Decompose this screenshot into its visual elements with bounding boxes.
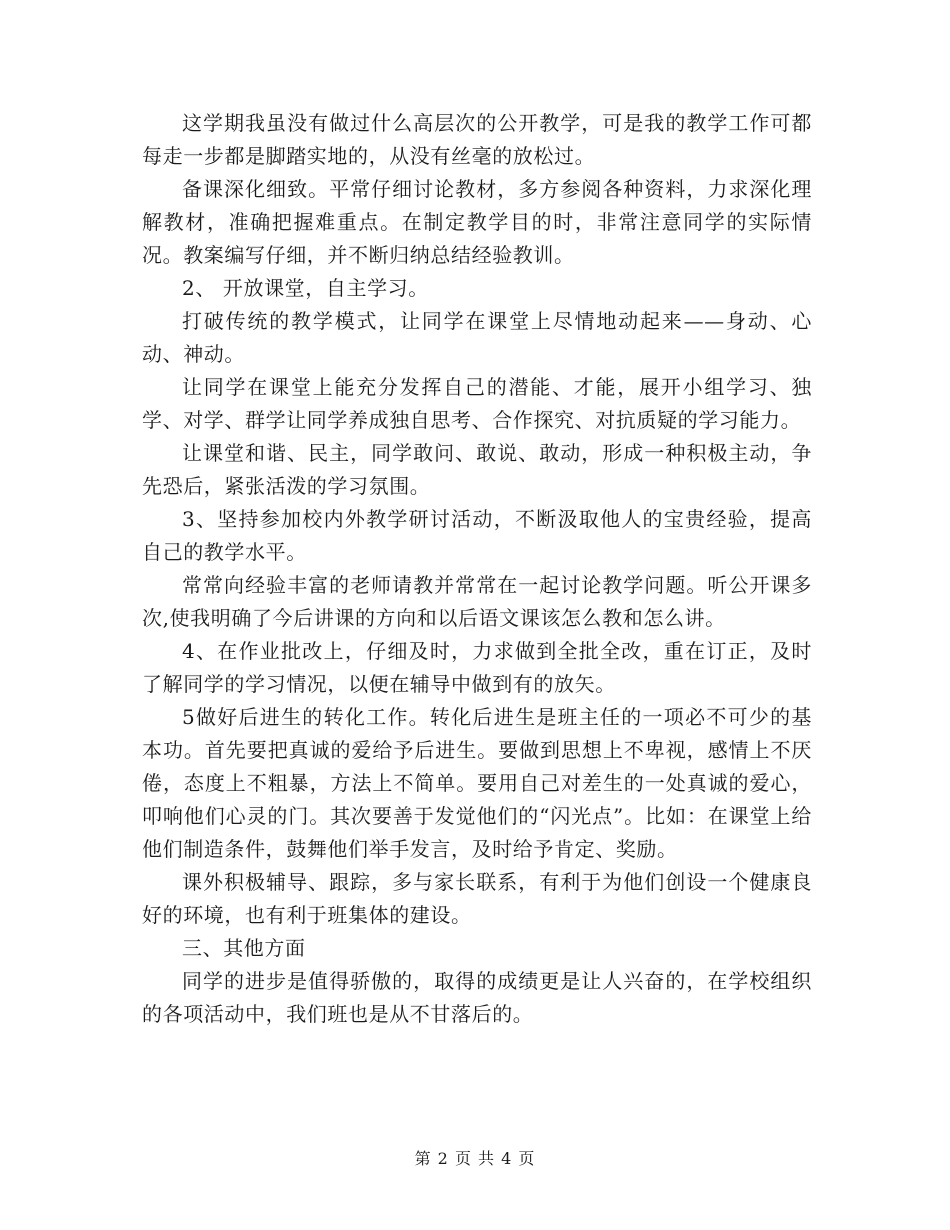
document-body	[142, 107, 812, 1031]
section-heading: 4、在作业批改上，仔细及时，力求做到全批全改，重在订正，及时了解同学的学习情况，以便在辅导中做到有的放矢。	[142, 639, 812, 696]
section-heading: 3、坚持参加校内外教学研讨活动，不断汲取他人的宝贵经验，提高自己的教学水平。	[142, 507, 812, 564]
paragraph: 课外积极辅导、跟踪，多与家长联系，有利于为他们创设一个健康良好的环境，也有利于班集体的建设。	[142, 870, 812, 927]
paragraph: 备课深化细致。平常仔细讨论教材，多方参阅各种资料，力求深化理解教材，准确把握难重点。在制定教学目的时，非常注意同学的实际情况。教案编写仔细，并不断归纳总结经验教训。	[142, 177, 812, 267]
page-number-footer: 第 2 页 共 4 页	[414, 1149, 536, 1168]
paragraph: 5做好后进生的转化工作。转化后进生是班主任的一项必不可少的基本功。首先要把真诚的爱给予后进生。要做到思想上不卑视，感情上不厌倦，态度上不粗暴，方法上不简单。要用自己对差生的一处真诚的爱心，叩响他们心灵的门。其次要善于发觉他们的“闪光点”。比如：在课堂上给他们制造条件，鼓舞他们举手发言，及时给予肯定、奖励。	[142, 705, 812, 861]
paragraph: 让同学在课堂上能充分发挥自己的潜能、才能，展开小组学习、独学、对学、群学让同学养成独自思考、合作探究、对抗质疑的学习能力。	[142, 375, 812, 432]
paragraph: 打破传统的教学模式，让同学在课堂上尽情地动起来——身动、心动、神动。	[142, 309, 812, 366]
paragraph: 同学的进步是值得骄傲的，取得的成绩更是让人兴奋的，在学校组织的各项活动中，我们班也是从不甘落后的。	[142, 969, 812, 1026]
paragraph: 常常向经验丰富的老师请教并常常在一起讨论教学问题。听公开课多次,使我明确了今后讲课的方向和以后语文课该怎么教和怎么讲。	[142, 573, 812, 630]
section-heading: 2、 开放课堂，自主学习。	[182, 276, 429, 300]
paragraph: 让课堂和谐、民主，同学敢问、敢说、敢动，形成一种积极主动，争先恐后，紧张活泼的学习氛围。	[142, 441, 812, 498]
section-heading: 三、其他方面	[182, 936, 306, 960]
paragraph: 这学期我虽没有做过什么高层次的公开教学，可是我的教学工作可都每走一步都是脚踏实地的，从没有丝毫的放松过。	[142, 111, 812, 168]
